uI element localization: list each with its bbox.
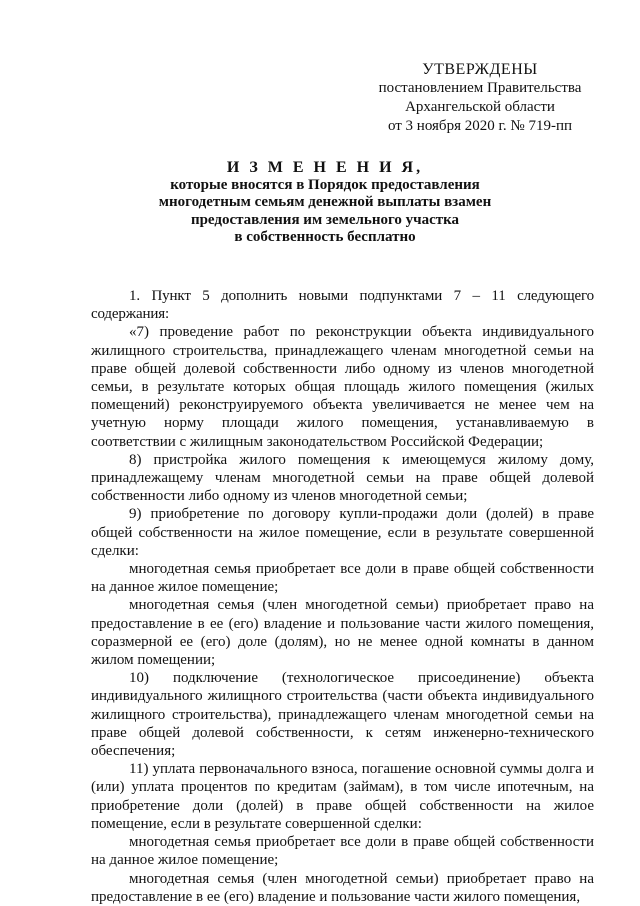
- paragraph-9: многодетная семья приобретает все доли в праве общей собственности на данное жилое помещение;: [91, 834, 594, 869]
- title-line-1: которые вносятся в Порядок предоставления: [170, 176, 480, 193]
- approval-line-3: от 3 ноября 2020 г. № 719-пп: [387, 118, 573, 134]
- approval-stamp: [370, 60, 590, 136]
- paragraph-1: 1. Пункт 5 дополнить новыми подпунктами 7 – 11 следующего содержания:: [91, 288, 594, 323]
- paragraph-5: многодетная семья приобретает все доли в праве общей собственности на данное жилое помещение;: [91, 561, 594, 596]
- paragraph-3: 8) пристройка жилого помещения к имеющемуся жилому дому, принадлежащему членам многодетной семьи на праве общей долевой собственности либо одному из членов многодетной семьи;: [91, 451, 594, 505]
- document-title: [90, 159, 560, 247]
- paragraph-6: многодетная семья (член многодетной семьи) приобретает право на предоставление в ее (его) владение и пользование части жилого помещения, соразмерной ее (его) доле (долям), но не менее одной комнаты в данном жилом помещении;: [91, 597, 594, 669]
- title-line-3: предоставления им земельного участка: [190, 211, 460, 228]
- approval-line-2: Архангельской области: [405, 99, 555, 115]
- title-line-2: многодетным семьям денежной выплаты взамен: [158, 194, 492, 210]
- approval-heading: УТВЕРЖДЕНЫ: [422, 61, 538, 78]
- paragraph-4: 9) приобретение по договору купли-продажи доли (долей) в праве общей собственности на жилое помещение, если в результате совершенной сделки:: [91, 506, 594, 559]
- title-line-4: в собственность бесплатно: [234, 229, 416, 245]
- approval-line-1: постановлением Правительства: [378, 80, 582, 96]
- title-heading: И З М Е Н Е Н И Я,: [226, 159, 424, 176]
- paragraph-10: многодетная семья (член многодетной семьи) приобретает право на предоставление в ее (его) владение и пользование части жилого помещения,: [91, 870, 594, 905]
- paragraph-8: 11) уплата первоначального взноса, погашение основной суммы долга и (или) уплата процентов по кредитам (займам), в том числе ипотечным, на приобретение доли (долей) в праве общей собственности на жилое помещение, если в результате совершенной сделки:: [91, 761, 594, 832]
- document-body: [91, 287, 594, 906]
- paragraph-2: «7) проведение работ по реконструкции объекта индивидуального жилищного строительства, принадлежащего членам многодетной семьи на праве общей долевой собственности либо одному из членов многодетной семьи, в результате которых общая площадь жилого помещения (жилых помещений) реконструируемого объекта увеличивается не менее чем на учетную норму площади жилого помещения, устанавливаемую в соответствии с жилищным законодательством Российской Федерации;: [91, 324, 594, 450]
- paragraph-7: 10) подключение (технологическое присоединение) объекта индивидуального жилищного строительства (части объекта индивидуального жилищного строительства), принадлежащего членам многодетной семьи на праве общей долевой собственности, к сетям инженерно-технического обеспечения;: [91, 670, 594, 760]
